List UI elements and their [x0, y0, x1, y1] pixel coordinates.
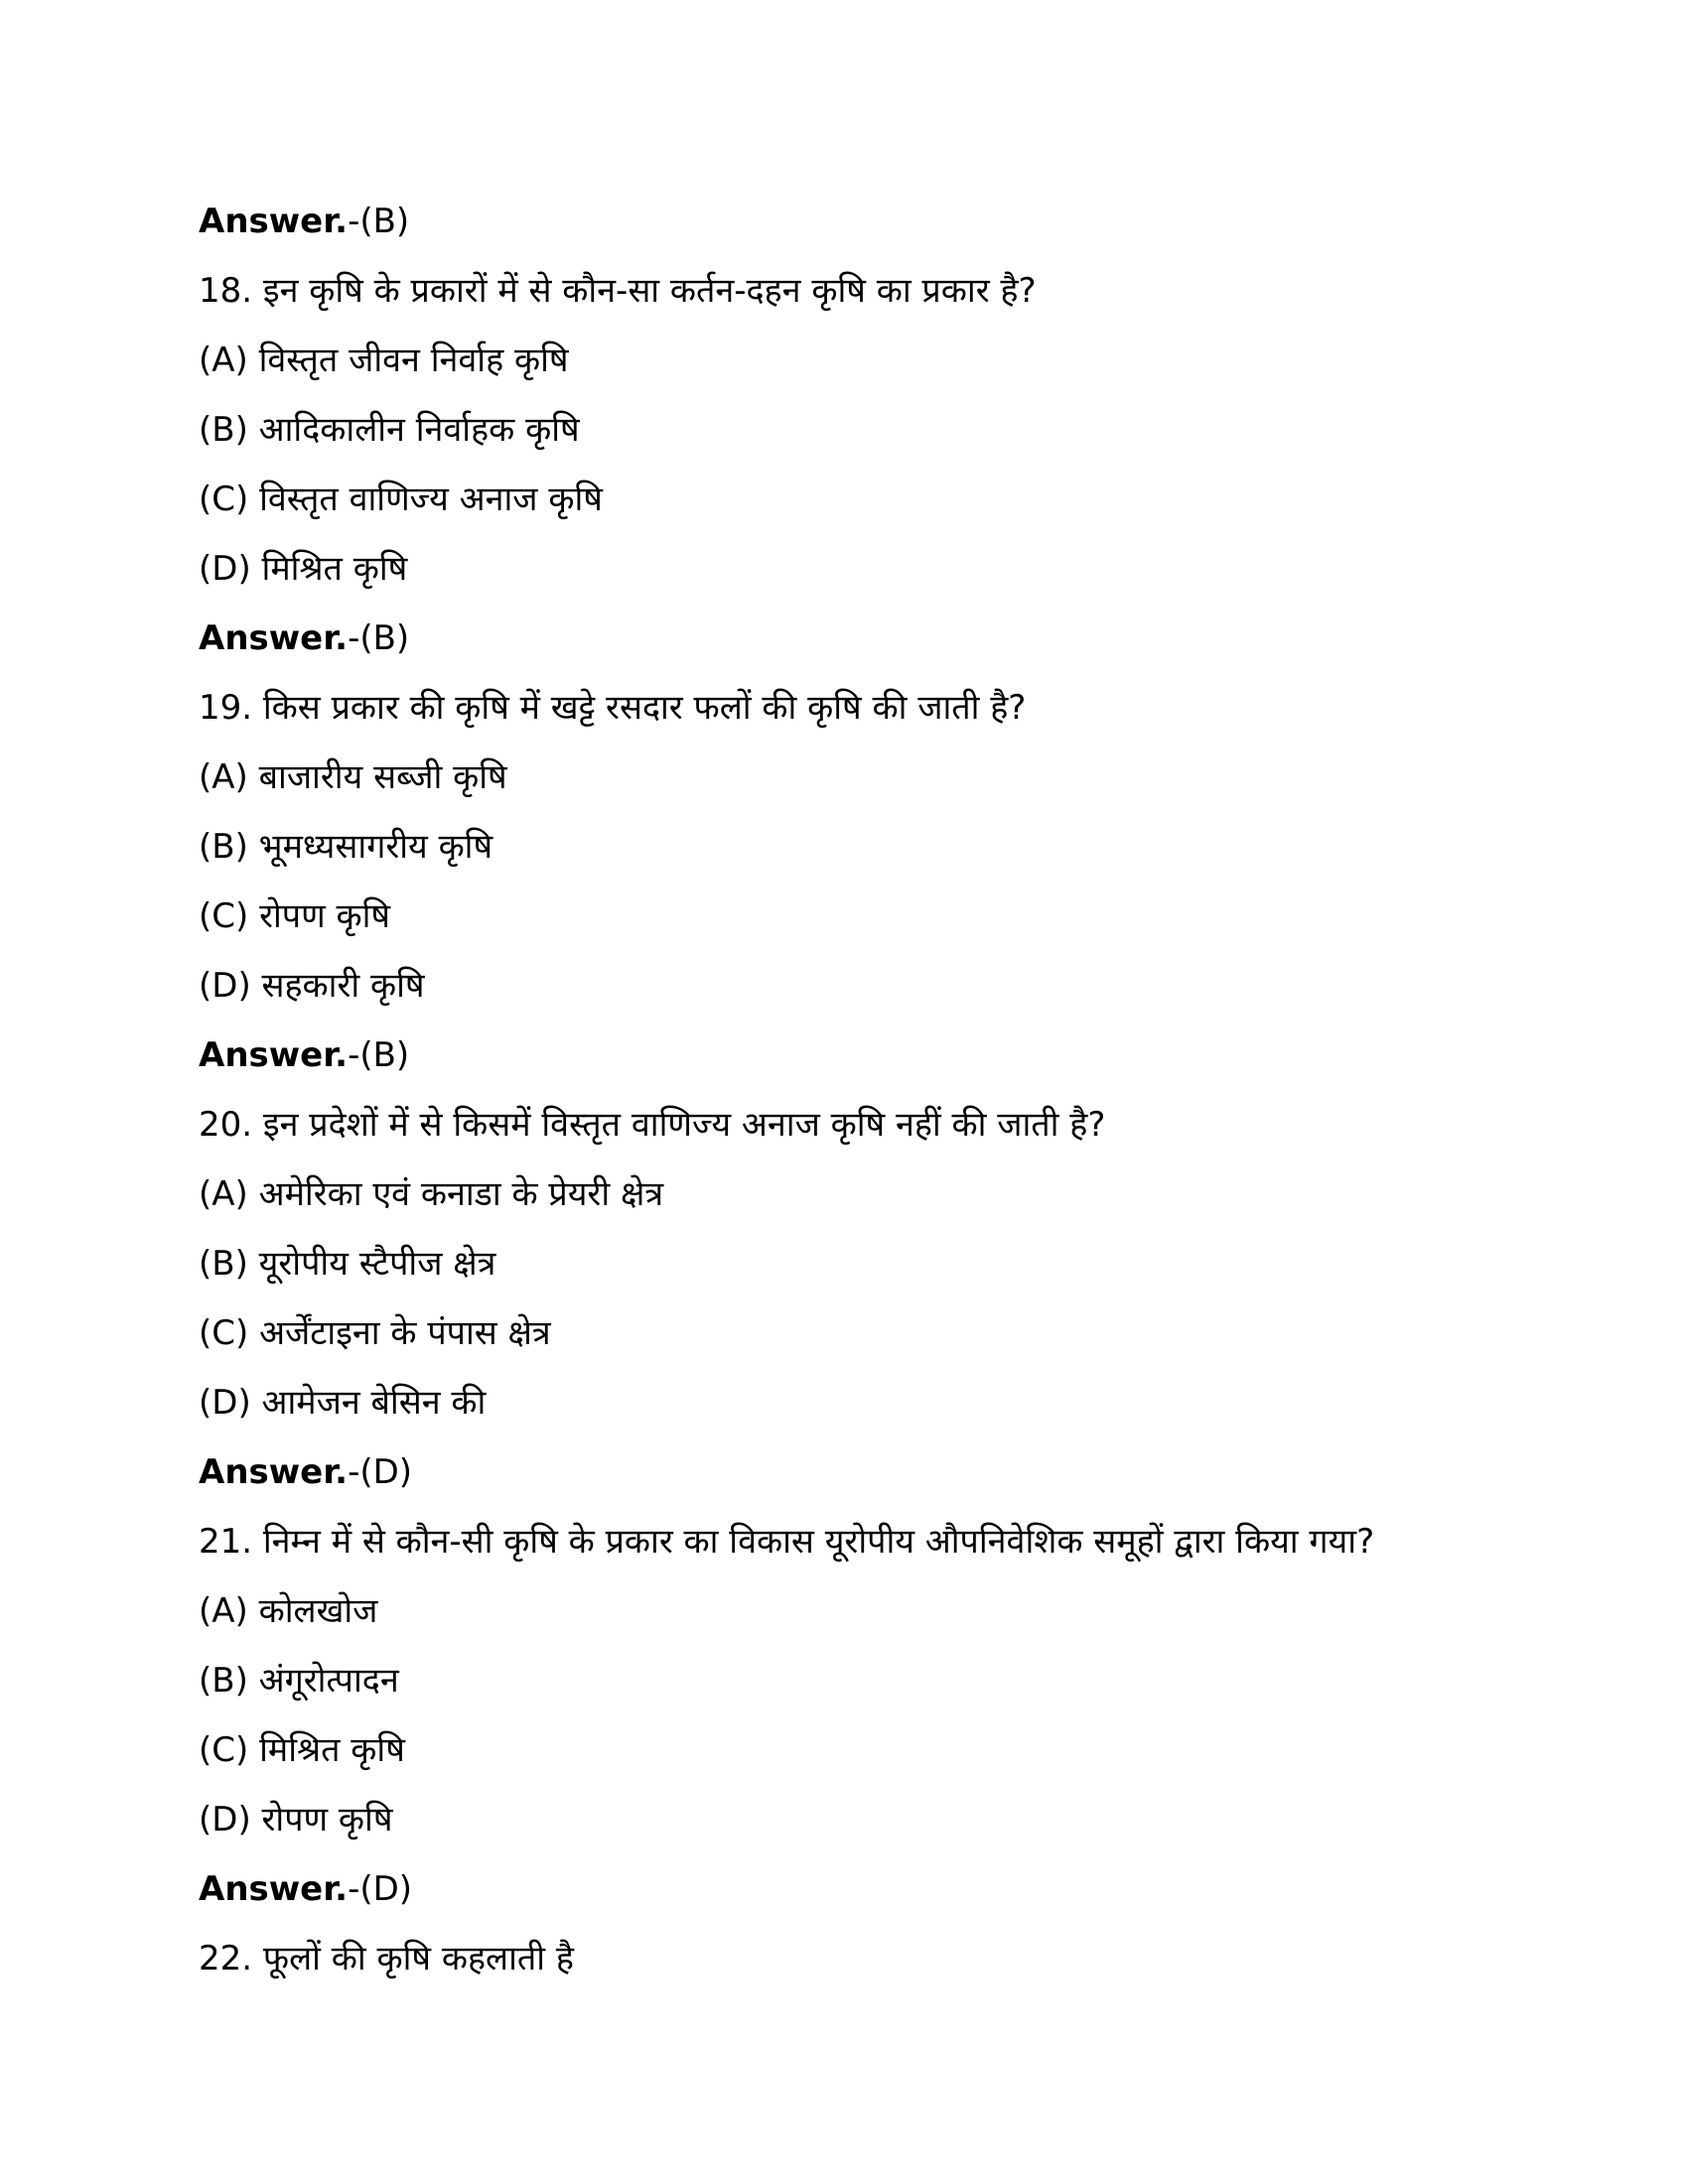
option-d: (D) मिश्रित कृषि: [199, 549, 408, 589]
option-d: (D) सहकारी कृषि: [199, 966, 425, 1006]
option-b: (B) आदिकालीन निर्वाहक कृषि: [199, 410, 580, 450]
option-c: (C) विस्तृत वाणिज्य अनाज कृषि: [199, 479, 603, 519]
answer-line: [199, 1861, 1569, 1931]
question-20: 20. इन प्रदेशों में से किसमें विस्तृत वाणिज्य अनाज कृषि नहीं की जाती है?: [199, 1105, 1106, 1145]
answer-value: -(B): [348, 1035, 410, 1075]
answer-label: Answer.: [199, 1869, 349, 1909]
answer-line: [199, 1027, 1569, 1097]
question-21: 21. निम्न में से कौन-सी कृषि के प्रकार का विकास यूरोपीय औपनिवेशिक समूहों द्वारा किया गया?: [199, 1522, 1375, 1562]
answer-label: Answer.: [199, 1452, 349, 1492]
question-18: 18. इन कृषि के प्रकारों में से कौन-सा कर्तन-दहन कृषि का प्रकार है?: [199, 271, 1037, 311]
answer-value: -(D): [348, 1869, 413, 1909]
answer-value: -(B): [348, 618, 410, 658]
option-c: (C) रोपण कृषि: [199, 896, 391, 936]
option-c: (C) अर्जेंटाइना के पंपास क्षेत्र: [199, 1313, 551, 1353]
option-a: (A) बाजारीय सब्जी कृषि: [199, 757, 507, 797]
option-d: (D) रोपण कृषि: [199, 1800, 393, 1840]
question-22: 22. फूलों की कृषि कहलाती है: [199, 1939, 574, 1979]
option-b: (B) भूमध्यसागरीय कृषि: [199, 827, 493, 867]
answer-label: Answer.: [199, 618, 349, 658]
answer-line: [199, 1444, 1569, 1514]
option-a: (A) विस्तृत जीवन निर्वाह कृषि: [199, 341, 569, 380]
answer-value: -(B): [348, 202, 410, 241]
answer-label: Answer.: [199, 202, 349, 241]
answer-line: [199, 611, 1569, 680]
option-b: (B) यूरोपीय स्टैपीज क्षेत्र: [199, 1244, 496, 1284]
option-c: (C) मिश्रित कृषि: [199, 1730, 405, 1770]
answer-line: [199, 194, 1569, 263]
answer-value: -(D): [348, 1452, 413, 1492]
option-b: (B) अंगूरोत्पादन: [199, 1661, 399, 1701]
option-a: (A) अमेरिका एवं कनाडा के प्रेयरी क्षेत्र: [199, 1174, 664, 1214]
option-d: (D) आमेजन बेसिन की: [199, 1383, 487, 1423]
answer-label: Answer.: [199, 1035, 349, 1075]
document-page: [199, 194, 1569, 2000]
option-a: (A) कोलखोज: [199, 1591, 378, 1631]
question-19: 19. किस प्रकार की कृषि में खट्टे रसदार फलों की कृषि की जाती है?: [199, 688, 1027, 728]
